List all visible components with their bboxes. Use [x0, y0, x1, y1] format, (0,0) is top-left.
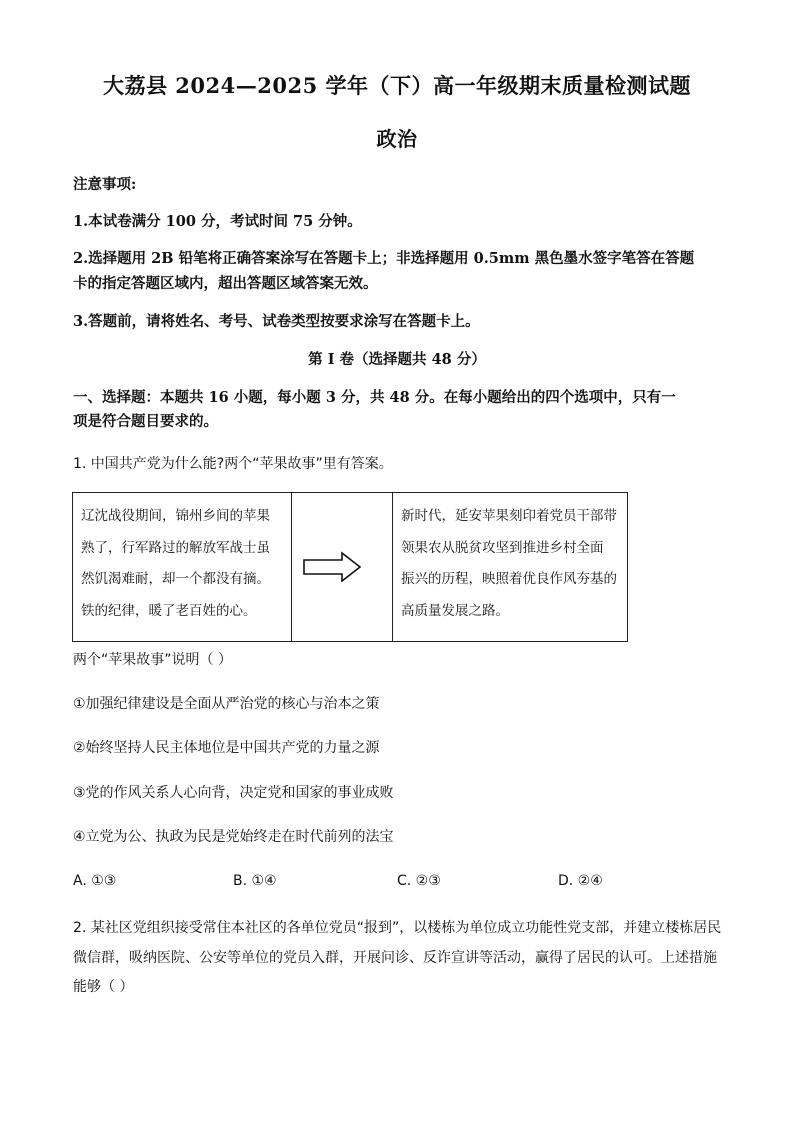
- story-right-cell: [393, 493, 627, 641]
- question-1-prompt: 两个“苹果故事”说明（ ）: [73, 652, 232, 668]
- question-1-statement: ①加强纪律建设是全面从严治党的核心与治本之策: [73, 696, 380, 712]
- story-right-line: 高质量发展之路。: [401, 602, 509, 619]
- story-left-line: 然饥渴难耐，却一个都没有摘。: [81, 571, 270, 587]
- story-left-line: 熟了，行军路过的解放军战士虽: [81, 539, 270, 556]
- right-arrow-icon: [302, 551, 364, 583]
- subject-title: 政治: [376, 127, 418, 151]
- story-right-line: 振兴的历程，映照着优良作风夯基的: [401, 571, 617, 587]
- question-1-option-c[interactable]: C. ②③: [397, 873, 441, 889]
- notice-item-2: 2.选择题用 2B 铅笔将正确答案涂写在答题卡上；非选择题用 0.5mm 黑色墨水签字笔答在答题: [73, 250, 695, 267]
- section-instructions-2: 项是符合题目要求的。: [73, 413, 218, 430]
- notice-item-1: 1.本试卷满分 100 分，考试时间 75 分钟。: [73, 213, 362, 230]
- question-1-option-b[interactable]: B. ①④: [233, 873, 277, 889]
- story-right-line: 新时代，延安苹果刻印着党员干部带: [401, 508, 617, 524]
- apple-story-table: [72, 492, 628, 642]
- story-left-cell: [73, 493, 292, 641]
- exam-title: 大荔县 2024—2025 学年（下）高一年级期末质量检测试题: [102, 73, 691, 98]
- question-1-statement: ④立党为公、执政为民是党始终走在时代前列的法宝: [73, 829, 394, 845]
- question-2-line: 能够（ ）: [73, 979, 134, 995]
- question-1-stem: 1. 中国共产党为什么能?两个“苹果故事”里有答案。: [73, 456, 393, 472]
- notice-item-2-cont: 卡的指定答题区域内，超出答题区域答案无效。: [73, 275, 378, 292]
- story-left-line: 铁的纪律，暖了老百姓的心。: [81, 602, 257, 619]
- question-1-statement: ②始终坚持人民主体地位是中国共产党的力量之源: [73, 740, 380, 756]
- question-2-line: 微信群，吸纳医院、公安等单位的党员入群，开展问诊、反诈宣讲等活动，赢得了居民的认可。上述措施: [73, 950, 717, 966]
- notice-item-3: 3.答题前，请将姓名、考号、试卷类型按要求涂写在答题卡上。: [73, 313, 480, 330]
- story-arrow-cell: [292, 493, 393, 641]
- question-1-statement: ③党的作风关系人心向背，决定党和国家的事业成败: [73, 785, 394, 801]
- notice-heading: 注意事项:: [73, 176, 137, 193]
- question-2-line: 2. 某社区党组织接受常住本社区的各单位党员“报到”，以楼栋为单位成立功能性党支部，并建立楼栋居民: [73, 920, 722, 936]
- story-right-line: 领果农从脱贫攻坚到推进乡村全面: [401, 539, 604, 556]
- question-1-option-d[interactable]: D. ②④: [558, 873, 603, 889]
- section-instructions-1: 一、选择题：本题共 16 小题，每小题 3 分，共 48 分。在每小题给出的四个选项中，只有一: [73, 389, 676, 406]
- question-1-option-a[interactable]: A. ①③: [73, 873, 117, 889]
- volume-title: 第 I 卷（选择题共 48 分）: [308, 351, 486, 368]
- story-left-line: 辽沈战役期间，锦州乡间的苹果: [81, 508, 270, 524]
